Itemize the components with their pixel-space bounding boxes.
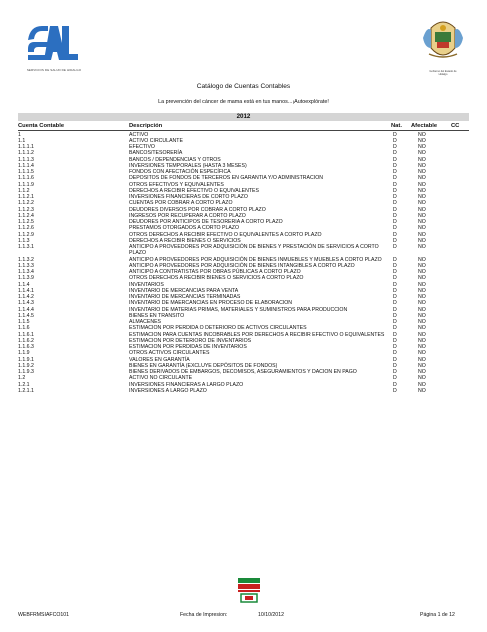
account-nature: D bbox=[393, 162, 397, 169]
account-afectable: NO bbox=[418, 256, 426, 263]
account-description: OTROS EFECTIVOS Y EQUIVALENTES bbox=[129, 181, 224, 188]
account-code: 1.1.4.4 bbox=[18, 306, 34, 313]
account-afectable: NO bbox=[418, 181, 426, 188]
account-afectable: NO bbox=[418, 387, 426, 394]
account-afectable: NO bbox=[418, 375, 426, 382]
account-description: ANTICIPO A PROVEEDORES POR ADQUISICIÓN DE BIENES INTANGIBLES A CORTO PLAZO bbox=[129, 262, 355, 269]
account-nature: D bbox=[393, 219, 397, 225]
account-nature: D bbox=[393, 137, 397, 144]
account-code: 1.1.3.3 bbox=[18, 262, 34, 269]
account-code: 1.1.3.2 bbox=[18, 256, 34, 263]
account-description: BIENES EN TRANSITO bbox=[129, 312, 185, 319]
account-description: BANCOS/TESORERÍA bbox=[129, 150, 183, 157]
account-nature: D bbox=[393, 244, 397, 250]
column-header-code: Cuenta Contable bbox=[18, 123, 65, 129]
account-code: 1.1.2.3 bbox=[18, 206, 34, 213]
account-description: OTROS DERECHOS A RECIBIR EFECTIVO O EQUIVALENTES A CORTO PLAZO bbox=[129, 231, 322, 238]
account-afectable: NO bbox=[418, 137, 426, 144]
account-afectable: NO bbox=[418, 300, 426, 307]
account-description: ESTIMACION POR PERDIDA O DETERIORO DE ACTIVOS CIRCULANTES bbox=[129, 325, 307, 332]
account-code: 1 bbox=[18, 131, 21, 138]
account-code: 1.1.1.3 bbox=[18, 156, 34, 163]
account-afectable: NO bbox=[418, 344, 426, 350]
account-afectable: NO bbox=[418, 156, 426, 163]
account-afectable: NO bbox=[418, 244, 426, 250]
column-header-cc: CC bbox=[451, 123, 460, 129]
account-nature: D bbox=[393, 200, 397, 207]
account-afectable: NO bbox=[418, 169, 426, 175]
account-nature: D bbox=[393, 381, 397, 388]
account-code: 1.1.2.6 bbox=[18, 225, 34, 232]
account-nature: D bbox=[393, 287, 397, 294]
account-description: INVENTARIOS bbox=[129, 281, 164, 288]
account-code: 1.1.2 bbox=[18, 187, 30, 194]
accounts-table bbox=[18, 132, 469, 395]
account-description: INVENTARIO DE MERCANCIAS PARA VENTA bbox=[129, 287, 239, 294]
account-code: 1.1.2.4 bbox=[18, 212, 34, 219]
footer-date-value: 10/10/2012 bbox=[258, 612, 284, 618]
account-description: EFECTIVO bbox=[129, 144, 155, 150]
account-code: 1.1 bbox=[18, 137, 26, 144]
account-description: ANTICIPO A PROVEEDORES POR ADQUISICIÓN DE BIENES INMUEBLES Y MUEBLES A CORTO PLAZO bbox=[129, 256, 382, 263]
account-description: ANTICIPO A PROVEEDORES POR ADQUISICIÓN DE BIENES Y PRESTACIÓN DE SERVICIOS A CORTO PLAZO bbox=[129, 244, 379, 257]
account-description: DEUDORES DIVERSOS POR COBRAR A CORTO PLAZO bbox=[129, 206, 266, 213]
account-code: 1.1.4 bbox=[18, 281, 30, 288]
footer-date-label: Fecha de Impresion: bbox=[180, 612, 228, 618]
account-nature: D bbox=[393, 269, 397, 275]
account-nature: D bbox=[393, 144, 397, 150]
account-description: INVENTARIO DE MATERIAS PRIMAS, MATERIALES Y SUMINISTROS PARA PRODUCCION bbox=[129, 306, 348, 313]
account-description: OTROS ACTIVOS CIRCULANTES bbox=[129, 350, 210, 357]
account-afectable: NO bbox=[418, 281, 426, 288]
account-code: 1.1.2.5 bbox=[18, 219, 34, 225]
account-nature: D bbox=[393, 169, 397, 175]
account-afectable: NO bbox=[418, 200, 426, 207]
account-afectable: NO bbox=[418, 350, 426, 357]
account-code: 1.1.1.9 bbox=[18, 181, 34, 188]
account-description: BIENES DERIVADOS DE EMBARGOS, DECOMISOS, ASEGURAMIENTOS Y DACION EN PAGO bbox=[129, 369, 357, 375]
account-afectable: NO bbox=[418, 369, 426, 375]
account-nature: D bbox=[393, 331, 397, 338]
account-afectable: NO bbox=[418, 212, 426, 219]
account-afectable: NO bbox=[418, 194, 426, 200]
account-description: ALMACENES bbox=[129, 319, 161, 325]
account-afectable: NO bbox=[418, 231, 426, 238]
account-nature: D bbox=[393, 231, 397, 238]
account-code: 1.1.2.2 bbox=[18, 200, 34, 207]
account-afectable: NO bbox=[418, 237, 426, 244]
account-nature: D bbox=[393, 212, 397, 219]
account-description: ESTIMACION PARA CUENTAS INCOBRABLES POR DERECHOS A RECIBIR EFECTIVO O EQUIVALENTES bbox=[129, 331, 385, 338]
account-code: 1.1.1.5 bbox=[18, 169, 34, 175]
account-code: 1.1.9.1 bbox=[18, 356, 34, 363]
account-afectable: NO bbox=[418, 287, 426, 294]
account-code: 1.1.6.2 bbox=[18, 337, 34, 344]
account-description: INVERSIONES FINANCIERAS DE CORTO PLAZO bbox=[129, 194, 248, 200]
account-description: DERECHOS A RECIBIR EFECTIVO O EQUIVALENTES bbox=[129, 187, 259, 194]
state-government-caption bbox=[417, 70, 469, 76]
account-afectable: NO bbox=[418, 225, 426, 232]
health-services-caption: SERVICIOS DE SALUD DE HIDALGO bbox=[26, 68, 82, 72]
account-description: PRESTAMOS OTORGADOS A CORTO PLAZO bbox=[129, 225, 240, 232]
page-subtitle: La prevención del cáncer de mama está en tus manos...¡Autoexplórate! bbox=[158, 99, 329, 105]
account-nature: D bbox=[393, 300, 397, 307]
health-services-logo bbox=[22, 22, 82, 74]
account-description: INVERSIONES A LARGO PLAZO bbox=[129, 387, 207, 394]
account-afectable: NO bbox=[418, 269, 426, 275]
account-code: 1.1.2.9 bbox=[18, 231, 34, 238]
account-nature: D bbox=[393, 387, 397, 394]
account-afectable: NO bbox=[418, 144, 426, 150]
account-nature: D bbox=[393, 350, 397, 357]
footer-page-number: Página 1 de 12 bbox=[420, 612, 455, 618]
account-description: ESTIMACION POR PERDIDAS DE INVENTARIOS bbox=[129, 344, 247, 350]
account-code: 1.1.3.1 bbox=[18, 244, 34, 250]
account-code: 1.1.1.2 bbox=[18, 150, 34, 157]
account-code: 1.2.1.1 bbox=[18, 387, 34, 394]
account-description: DEUDORES POR ANTICIPOS DE TESORERIA A CORTO PLAZO bbox=[129, 219, 283, 225]
account-description: INGRESOS POR RECUPERAR A CORTO PLAZO bbox=[129, 212, 246, 219]
account-code: 1.1.6.3 bbox=[18, 344, 34, 350]
account-code: 1.1.9.3 bbox=[18, 369, 34, 375]
account-afectable: NO bbox=[418, 206, 426, 213]
account-nature: D bbox=[393, 150, 397, 157]
account-afectable: NO bbox=[418, 381, 426, 388]
account-afectable: NO bbox=[418, 306, 426, 313]
account-afectable: NO bbox=[418, 325, 426, 332]
account-nature: D bbox=[393, 256, 397, 263]
account-code: 1.2 bbox=[18, 375, 26, 382]
account-nature: D bbox=[393, 312, 397, 319]
account-nature: D bbox=[393, 344, 397, 350]
account-afectable: NO bbox=[418, 356, 426, 363]
account-nature: D bbox=[393, 194, 397, 200]
account-code: 1.1.2.1 bbox=[18, 194, 34, 200]
account-description: FONDOS CON AFECTACIÓN ESPECÍFICA bbox=[129, 169, 231, 175]
account-description: CUENTAS POR COBRAR A CORTO PLAZO bbox=[129, 200, 233, 207]
account-afectable: NO bbox=[418, 275, 426, 282]
account-description: VALORES EN GARANTÍA bbox=[129, 356, 190, 363]
account-code: 1.1.9.2 bbox=[18, 362, 34, 369]
column-header-afectable: Afectable bbox=[411, 123, 438, 129]
account-description: ACTIVO CIRCULANTE bbox=[129, 137, 183, 144]
account-description: INVENTARIO DE MAERCANCIAS EN PROCESO DE ELABORACION bbox=[129, 300, 293, 307]
account-nature: D bbox=[393, 237, 397, 244]
account-afectable: NO bbox=[418, 262, 426, 269]
account-code: 1.1.4.5 bbox=[18, 312, 34, 319]
account-description: BANCOS / DEPENDENCIAS Y OTROS bbox=[129, 156, 221, 163]
account-nature: D bbox=[393, 225, 397, 232]
account-code: 1.1.6 bbox=[18, 325, 30, 332]
account-afectable: NO bbox=[418, 219, 426, 225]
account-nature: D bbox=[393, 281, 397, 288]
account-code: 1.1.1.4 bbox=[18, 162, 34, 169]
account-code: 1.1.1.6 bbox=[18, 175, 34, 182]
table-row bbox=[18, 244, 469, 257]
account-afectable: NO bbox=[418, 337, 426, 344]
account-description: ACTIVO NO CIRCULANTE bbox=[129, 375, 193, 382]
account-description: BIENES EN GARANTÍA (EXCLUYE DEPÓSITOS DE FONDOS) bbox=[129, 362, 278, 369]
account-nature: D bbox=[393, 369, 397, 375]
account-nature: D bbox=[393, 294, 397, 300]
account-description: OTROS DERECHOS A RECIBIR BIENES O SERVICIOS A CORTO PLAZO bbox=[129, 275, 304, 282]
account-code: 1.1.9 bbox=[18, 350, 30, 357]
state-caption-line-2: Hidalgo bbox=[438, 73, 448, 76]
account-code: 1.1.4.3 bbox=[18, 300, 34, 307]
account-code: 1.1.3.9 bbox=[18, 275, 34, 282]
account-description: DERECHOS A RECIBIR BIENES O SERVICIOS bbox=[129, 237, 241, 244]
account-code: 1.1.6.1 bbox=[18, 331, 34, 338]
account-code: 1.1.4.1 bbox=[18, 287, 34, 294]
account-code: 1.1.3 bbox=[18, 237, 30, 244]
account-code: 1.1.1.1 bbox=[18, 144, 34, 150]
account-nature: D bbox=[393, 375, 397, 382]
account-nature: D bbox=[393, 337, 397, 344]
account-afectable: NO bbox=[418, 187, 426, 194]
column-header-description: Descripción bbox=[129, 123, 163, 129]
account-nature: D bbox=[393, 356, 397, 363]
table-row bbox=[18, 388, 469, 394]
account-nature: D bbox=[393, 175, 397, 182]
account-nature: D bbox=[393, 306, 397, 313]
account-afectable: NO bbox=[418, 162, 426, 169]
account-afectable: NO bbox=[418, 294, 426, 300]
account-description: INVERSIONES FINANCIERAS A LARGO PLAZO bbox=[129, 381, 244, 388]
account-code: 1.1.4.2 bbox=[18, 294, 34, 300]
account-nature: D bbox=[393, 275, 397, 282]
account-afectable: NO bbox=[418, 175, 426, 182]
account-afectable: NO bbox=[418, 131, 426, 138]
account-nature: D bbox=[393, 325, 397, 332]
footer-emblem-icon bbox=[235, 576, 263, 606]
page-title: Catálogo de Cuentas Contables bbox=[196, 83, 291, 90]
account-description: INVERSIONES TEMPORALES (HASTA 3 MESES) bbox=[129, 162, 247, 169]
account-nature: D bbox=[393, 156, 397, 163]
account-description: INVENTARIO DE MERCANCIAS TERMINADAS bbox=[129, 294, 241, 300]
account-afectable: NO bbox=[418, 331, 426, 338]
state-caption-line-1: Gobierno del Estado de bbox=[429, 70, 457, 73]
account-nature: D bbox=[393, 362, 397, 369]
account-nature: D bbox=[393, 181, 397, 188]
account-nature: D bbox=[393, 262, 397, 269]
account-description: DEPOSITOS DE FONDOS DE TERCEROS EN GARANTIA Y/O ADMINISTRACION bbox=[129, 175, 323, 182]
account-nature: D bbox=[393, 319, 397, 325]
column-header-nat: Nat. bbox=[391, 123, 402, 129]
account-afectable: NO bbox=[418, 312, 426, 319]
account-afectable: NO bbox=[418, 150, 426, 157]
account-afectable: NO bbox=[418, 319, 426, 325]
state-government-logo bbox=[417, 18, 469, 76]
account-code: 1.1.5 bbox=[18, 319, 30, 325]
year-bar: 2012 bbox=[18, 113, 469, 121]
account-nature: D bbox=[393, 206, 397, 213]
account-afectable: NO bbox=[418, 362, 426, 369]
footer-doc-id: WEBFRMSIAFCO101 bbox=[18, 612, 70, 618]
account-code: 1.1.3.4 bbox=[18, 269, 34, 275]
account-description: ANTICIPO A CONTRATISTAS POR OBRAS PÚBLICAS A CORTO PLAZO bbox=[129, 269, 301, 275]
account-description: ESTIMACION POR DETERIORO DE INVENTARIOS bbox=[129, 337, 252, 344]
account-nature: D bbox=[393, 187, 397, 194]
account-nature: D bbox=[393, 131, 397, 138]
health-services-logo-icon bbox=[22, 22, 82, 68]
account-code: 1.2.1 bbox=[18, 381, 30, 388]
coat-of-arms-icon bbox=[417, 18, 469, 64]
account-description: ACTIVO bbox=[129, 131, 149, 138]
